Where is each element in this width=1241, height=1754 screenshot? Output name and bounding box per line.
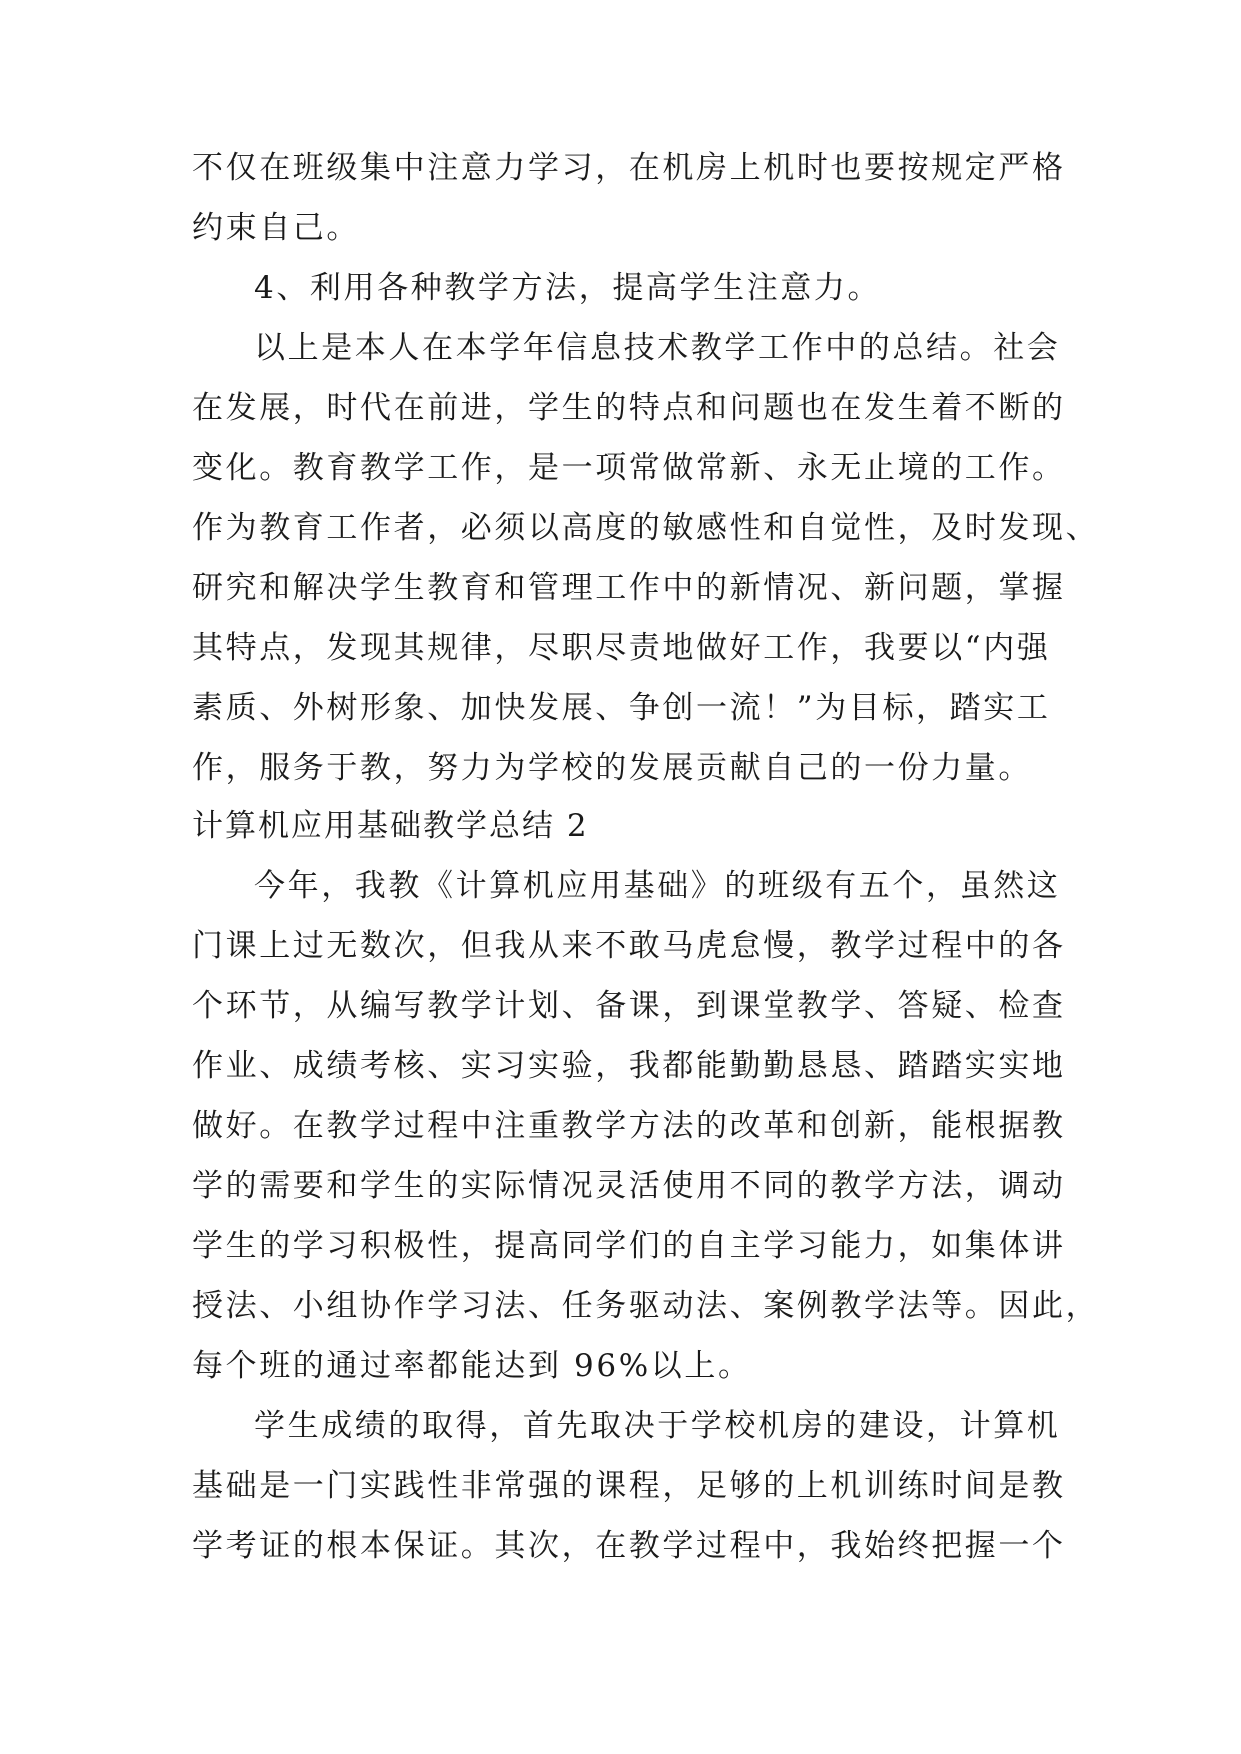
text-line-20: 授法、小组协作学习法、任务驱动法、案例教学法等。因此， — [192, 1288, 1100, 1324]
text-line-16: 作业、成绩考核、实习实验，我都能勤勤恳恳、踏踏实实地 — [192, 1048, 1066, 1084]
section-heading: 计算机应用基础教学总结 2 — [192, 808, 589, 844]
paragraph-2-start: 今年，我教《计算机应用基础》的班级有五个，虽然这 — [254, 868, 1061, 904]
text-line-21: 每个班的通过率都能达到 96%以上。 — [192, 1348, 752, 1384]
text-line-9: 其特点，发现其规律，尽职尽责地做好工作，我要以“内强 — [192, 630, 1051, 666]
text-line-15: 个环节，从编写教学计划、备课，到课堂教学、答疑、检查 — [192, 988, 1066, 1024]
text-line-2: 约束自己。 — [192, 210, 360, 246]
text-line-7: 作为教育工作者，必须以高度的敏感性和自觉性，及时发现、 — [192, 510, 1100, 546]
text-line-23: 基础是一门实践性非常强的课程，足够的上机训练时间是教 — [192, 1468, 1066, 1504]
text-line-6: 变化。教育教学工作，是一项常做常新、永无止境的工作。 — [192, 450, 1066, 486]
text-line-24: 学考证的根本保证。其次，在教学过程中，我始终把握一个 — [192, 1528, 1066, 1564]
paragraph-summary-start: 以上是本人在本学年信息技术教学工作中的总结。社会 — [254, 330, 1061, 366]
text-line-8: 研究和解决学生教育和管理工作中的新情况、新问题，掌握 — [192, 570, 1066, 606]
text-line-10: 素质、外树形象、加快发展、争创一流！”为目标，踏实工 — [192, 690, 1051, 726]
paragraph-3-start: 学生成绩的取得，首先取决于学校机房的建设，计算机 — [254, 1408, 1061, 1444]
text-line-11: 作，服务于教，努力为学校的发展贡献自己的一份力量。 — [192, 750, 1032, 786]
text-line-1: 不仅在班级集中注意力学习，在机房上机时也要按规定严格 — [192, 150, 1066, 186]
text-line-18: 学的需要和学生的实际情况灵活使用不同的教学方法，调动 — [192, 1168, 1066, 1204]
text-line-19: 学生的学习积极性，提高同学们的自主学习能力，如集体讲 — [192, 1228, 1066, 1264]
text-line-5: 在发展，时代在前进，学生的特点和问题也在发生着不断的 — [192, 390, 1066, 426]
list-item-4: 4、利用各种教学方法，提高学生注意力。 — [254, 270, 882, 306]
text-line-14: 门课上过无数次，但我从来不敢马虎怠慢，教学过程中的各 — [192, 928, 1066, 964]
text-line-17: 做好。在教学过程中注重教学方法的改革和创新，能根据教 — [192, 1108, 1066, 1144]
